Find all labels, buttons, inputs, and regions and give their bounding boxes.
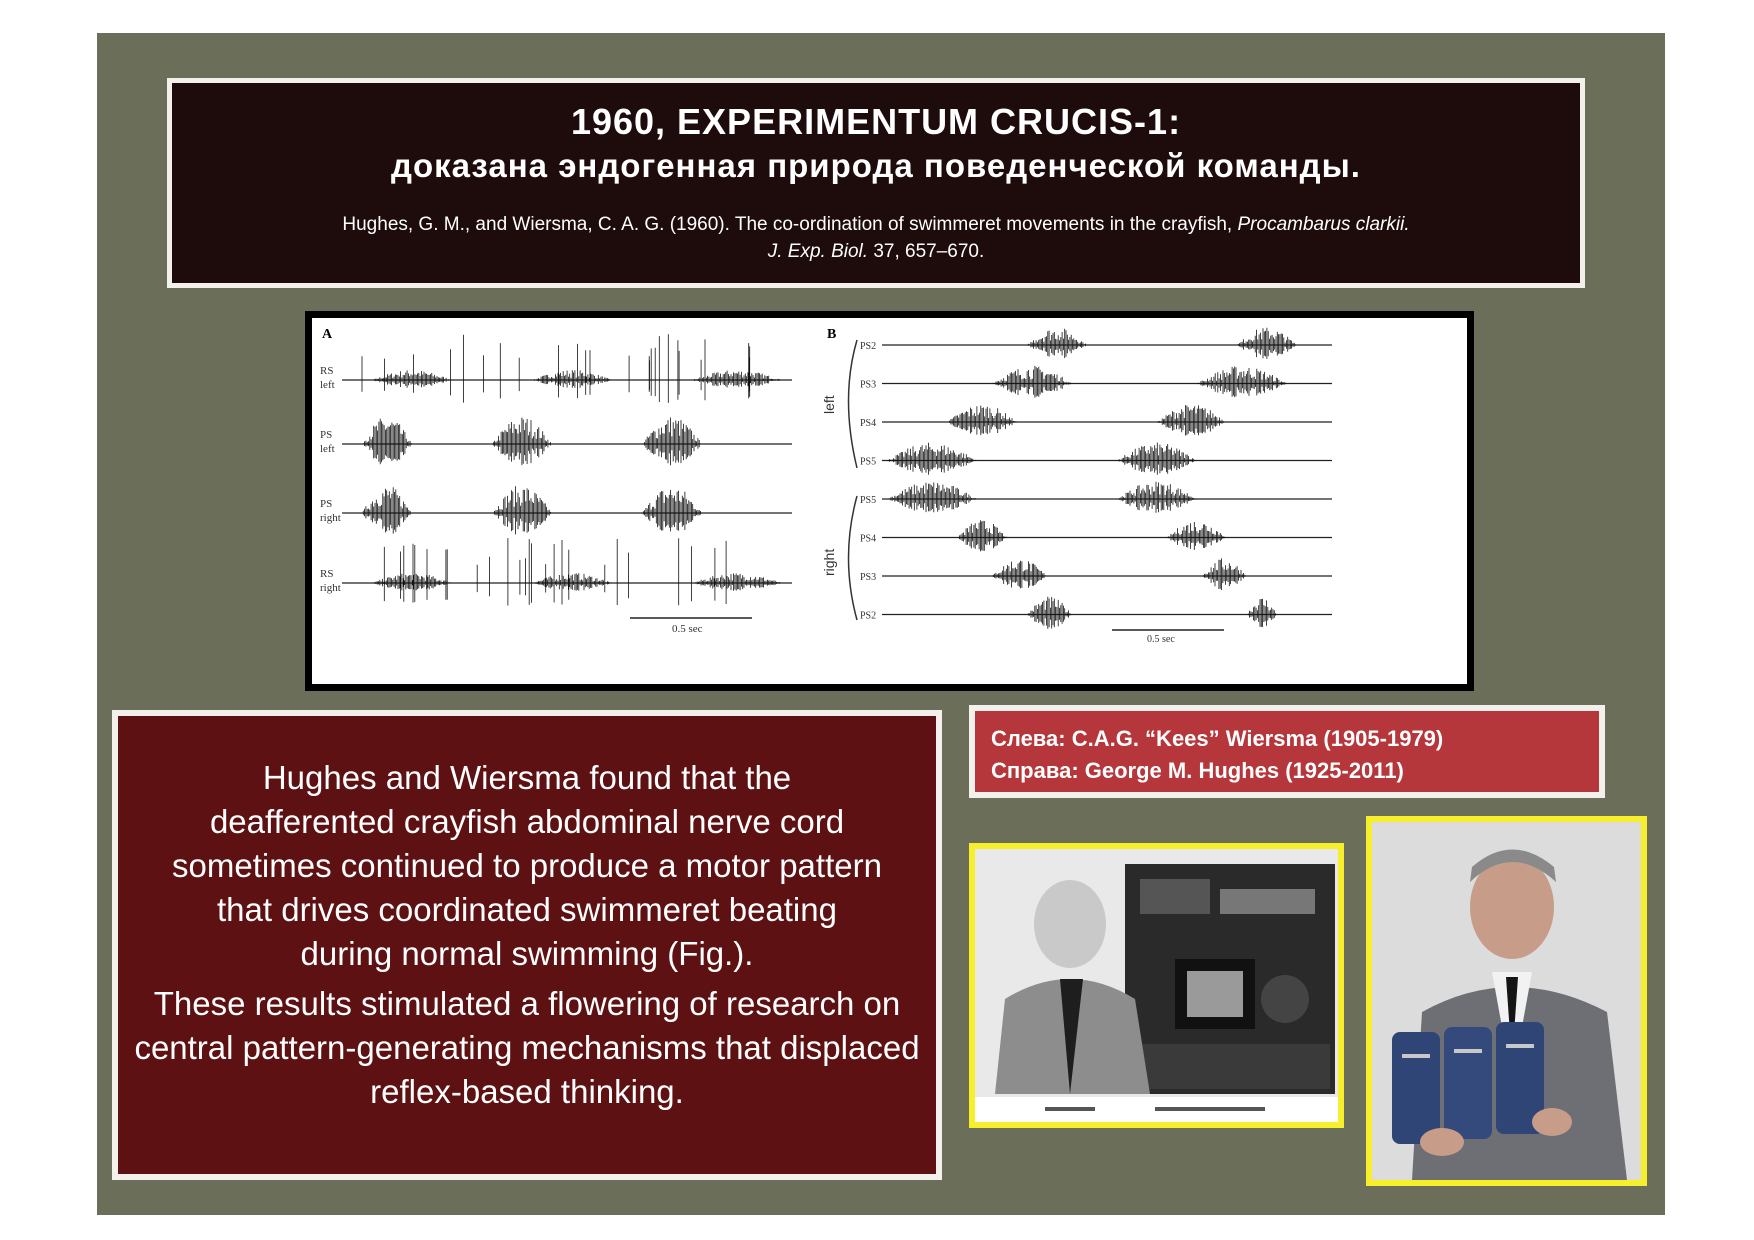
hughes-photo-image <box>1372 822 1641 1180</box>
wiersma-photo-image <box>975 849 1338 1122</box>
citation-journal: J. Exp. Biol. <box>767 241 869 262</box>
panel-a-trace-label: PS <box>320 429 333 441</box>
panel-a-trace-label: left <box>320 379 335 391</box>
panel-a-scale-label: 0.5 sec <box>672 623 703 635</box>
photo-caption-box <box>969 705 1605 798</box>
panel-a-trace-label: right <box>320 582 341 594</box>
panel-b <box>821 328 1332 645</box>
panel-b-group-right: right <box>821 548 837 576</box>
citation <box>172 211 1580 265</box>
panel-b-trace-label: PS3 <box>860 379 877 391</box>
panel-b-label: B <box>827 327 837 342</box>
panel-b-trace-label: PS4 <box>860 533 877 545</box>
body-text-box <box>112 710 942 1180</box>
photo-hughes <box>1366 816 1647 1186</box>
panel-a-trace-label: PS <box>320 498 333 510</box>
panel-b-trace-label: PS3 <box>860 572 877 583</box>
panel-a-trace-label: RS <box>320 365 334 377</box>
recording-figure-svg <box>312 318 1467 684</box>
panel-b-trace-label: PS2 <box>860 610 877 622</box>
title-box <box>167 78 1585 288</box>
slide <box>97 33 1665 1215</box>
citation-species: Procambarus clarkii. <box>1237 214 1410 235</box>
body-paragraph-2: These results stimulated a flowering of research on central pattern-generating mechanisms that displaced reflex-based thinking. <box>134 985 920 1110</box>
panel-a-trace-label: RS <box>320 568 334 580</box>
panel-a-label: A <box>322 327 333 342</box>
citation-pages: 37, 657–670. <box>868 241 985 262</box>
caption-right: Справа: George M. Hughes (1925-2011) <box>991 758 1404 783</box>
caption-left: Слева: C.A.G. “Kees” Wiersma (1905-1979) <box>991 726 1444 751</box>
citation-authors: Hughes, G. M., and Wiersma, C. A. G. (1960). The co-ordination of swimmeret movements in the crayfish, <box>342 214 1238 235</box>
panel-b-trace-label: PS5 <box>860 495 877 506</box>
panel-a-trace-label: right <box>320 512 341 524</box>
panel-b-trace-label: PS5 <box>860 456 877 468</box>
panel-a-trace-label: left <box>320 443 335 455</box>
panel-a <box>320 334 792 635</box>
panel-b-scale-label: 0.5 sec <box>1147 634 1175 645</box>
panel-b-trace-label: PS4 <box>860 418 877 429</box>
recording-figure <box>305 311 1474 691</box>
photo-wiersma <box>969 843 1344 1128</box>
panel-b-group-left: left <box>821 395 837 414</box>
body-paragraph-1: Hughes and Wiersma found that the deafferented crayfish abdominal nerve cord sometimes continued to produce a motor pattern that drives coordinated swimmeret beating during normal swimming (Fig.). <box>172 759 882 972</box>
title-heading: 1960, EXPERIMENTUM CRUCIS-1: <box>570 101 1182 142</box>
panel-b-trace-label: PS2 <box>860 341 877 352</box>
title-subheading: доказана эндогенная природа поведенческой команды. <box>391 147 1361 184</box>
